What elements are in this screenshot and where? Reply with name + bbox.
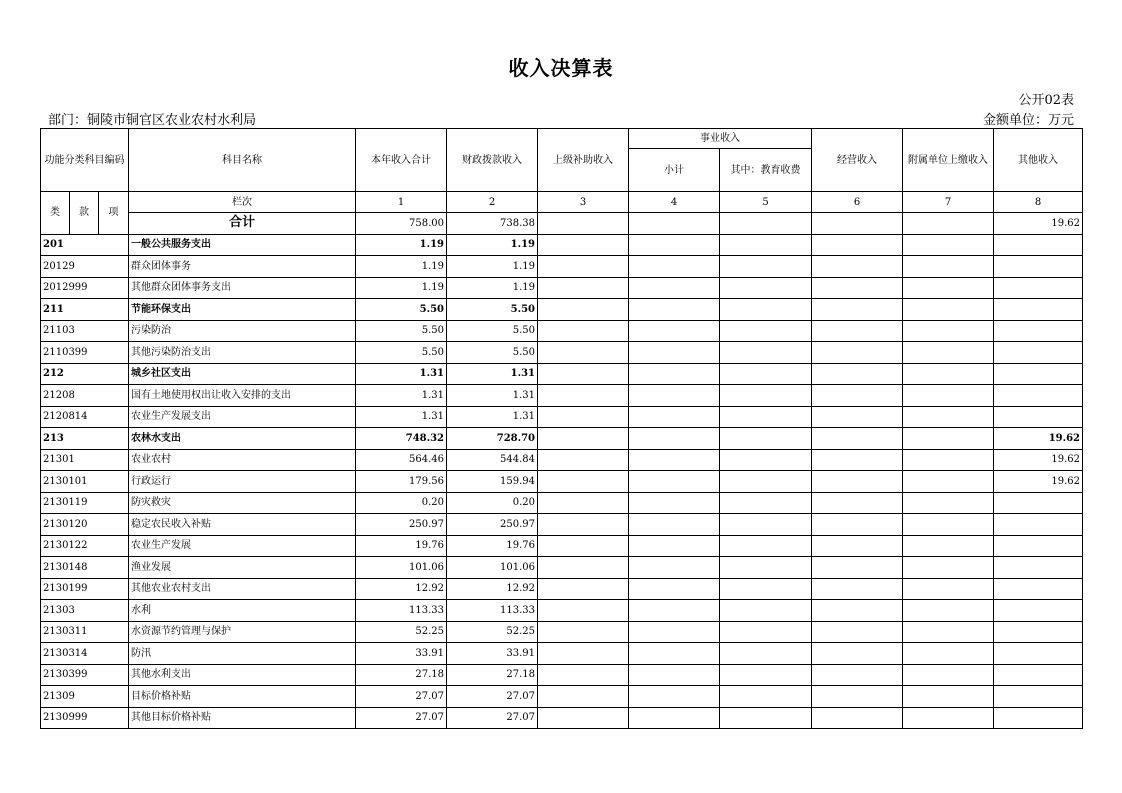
fiscal-cell: 1.19 — [447, 256, 538, 278]
income-total-cell: 1.31 — [356, 363, 447, 385]
department-label: 部门：铜陵市铜官区农业农村水利局 — [48, 113, 257, 128]
subtotal-cell — [629, 385, 720, 407]
header-superior: 上级补助收入 — [538, 129, 629, 192]
table-row — [41, 621, 1083, 643]
total-income-cell: 758.00 — [356, 213, 447, 235]
superior-cell — [538, 471, 629, 493]
subject-code-cell: 21303 — [41, 600, 129, 622]
table-row — [41, 299, 1083, 321]
superior-cell — [538, 707, 629, 729]
fiscal-cell: 5.50 — [447, 342, 538, 364]
subject-name-cell: 行政运行 — [129, 471, 356, 493]
operating-cell — [812, 320, 903, 342]
other-cell — [994, 557, 1083, 579]
affiliated-cell — [903, 363, 994, 385]
other-cell — [994, 299, 1083, 321]
subtotal-cell — [629, 643, 720, 665]
table-row — [41, 600, 1083, 622]
col-number: 4 — [629, 192, 720, 213]
table-row — [41, 643, 1083, 665]
fiscal-cell: 19.76 — [447, 535, 538, 557]
table-row — [41, 256, 1083, 278]
header-education: 其中：教育收费 — [720, 149, 812, 192]
fiscal-cell: 12.92 — [447, 578, 538, 600]
subtotal-cell — [629, 621, 720, 643]
affiliated-cell — [903, 406, 994, 428]
fiscal-cell: 1.19 — [447, 234, 538, 256]
subtotal-cell — [629, 578, 720, 600]
header-operating: 经营收入 — [812, 129, 903, 192]
subtotal-cell — [629, 428, 720, 450]
subtotal-cell — [629, 449, 720, 471]
other-cell — [994, 234, 1083, 256]
subject-name-cell: 节能环保支出 — [129, 299, 356, 321]
subtotal-cell — [629, 342, 720, 364]
table-row — [41, 342, 1083, 364]
other-cell — [994, 256, 1083, 278]
education-cell — [720, 299, 812, 321]
subject-code-cell: 2130314 — [41, 643, 129, 665]
col-number: 8 — [994, 192, 1083, 213]
subtotal-cell — [629, 600, 720, 622]
fiscal-cell: 0.20 — [447, 492, 538, 514]
subject-code-cell: 2130119 — [41, 492, 129, 514]
subject-code-cell: 201 — [41, 234, 129, 256]
subject-code-cell: 2130999 — [41, 707, 129, 729]
affiliated-cell — [903, 342, 994, 364]
total-other-cell: 19.62 — [994, 213, 1083, 235]
subject-name-cell: 防汛 — [129, 643, 356, 665]
subtotal-cell — [629, 664, 720, 686]
operating-cell — [812, 277, 903, 299]
affiliated-cell — [903, 299, 994, 321]
education-cell — [720, 428, 812, 450]
income-total-cell: 179.56 — [356, 471, 447, 493]
operating-cell — [812, 578, 903, 600]
other-cell: 19.62 — [994, 428, 1083, 450]
other-cell — [994, 707, 1083, 729]
fiscal-cell: 113.33 — [447, 600, 538, 622]
education-cell — [720, 385, 812, 407]
superior-cell — [538, 428, 629, 450]
subject-code-cell: 20129 — [41, 256, 129, 278]
education-cell — [720, 363, 812, 385]
superior-cell — [538, 385, 629, 407]
subtotal-cell — [629, 320, 720, 342]
subject-name-cell: 其他群众团体事务支出 — [129, 277, 356, 299]
fiscal-cell: 1.31 — [447, 385, 538, 407]
other-cell — [994, 686, 1083, 708]
affiliated-cell — [903, 449, 994, 471]
total-label: 合计 — [129, 213, 356, 235]
header-xiang: 项 — [99, 192, 129, 235]
affiliated-cell — [903, 600, 994, 622]
affiliated-cell — [903, 277, 994, 299]
income-total-cell: 101.06 — [356, 557, 447, 579]
subject-code-cell: 2130148 — [41, 557, 129, 579]
education-cell — [720, 277, 812, 299]
header-subject-name: 科目名称 — [129, 129, 356, 192]
affiliated-cell — [903, 578, 994, 600]
table-row — [41, 385, 1083, 407]
header-fiscal: 财政拨款收入 — [447, 129, 538, 192]
subject-name-cell: 农业生产发展支出 — [129, 406, 356, 428]
affiliated-cell — [903, 492, 994, 514]
subject-name-cell: 城乡社区支出 — [129, 363, 356, 385]
fiscal-cell: 5.50 — [447, 320, 538, 342]
subject-name-cell: 一般公共服务支出 — [129, 234, 356, 256]
subject-name-cell: 农业生产发展 — [129, 535, 356, 557]
amount-unit-label: 金额单位：万元 — [982, 113, 1074, 128]
subtotal-cell — [629, 471, 720, 493]
other-cell — [994, 342, 1083, 364]
income-total-cell: 748.32 — [356, 428, 447, 450]
table-row — [41, 535, 1083, 557]
subject-code-cell: 211 — [41, 299, 129, 321]
affiliated-cell — [903, 621, 994, 643]
superior-cell — [538, 342, 629, 364]
total-operating-cell — [812, 213, 903, 235]
subject-code-cell: 21301 — [41, 449, 129, 471]
income-total-cell: 19.76 — [356, 535, 447, 557]
col-number: 7 — [903, 192, 994, 213]
subject-code-cell: 21103 — [41, 320, 129, 342]
operating-cell — [812, 514, 903, 536]
operating-cell — [812, 342, 903, 364]
subject-code-cell: 213 — [41, 428, 129, 450]
subject-name-cell: 农业农村 — [129, 449, 356, 471]
subject-name-cell: 群众团体事务 — [129, 256, 356, 278]
income-table — [40, 128, 1083, 729]
affiliated-cell — [903, 707, 994, 729]
subject-name-cell: 污染防治 — [129, 320, 356, 342]
affiliated-cell — [903, 256, 994, 278]
fiscal-cell: 27.18 — [447, 664, 538, 686]
fiscal-cell: 27.07 — [447, 686, 538, 708]
fiscal-cell: 250.97 — [447, 514, 538, 536]
income-total-cell: 0.20 — [356, 492, 447, 514]
subtotal-cell — [629, 299, 720, 321]
subject-name-cell: 稳定农民收入补贴 — [129, 514, 356, 536]
subject-name-cell: 其他污染防治支出 — [129, 342, 356, 364]
superior-cell — [538, 256, 629, 278]
subject-code-cell: 2130122 — [41, 535, 129, 557]
education-cell — [720, 578, 812, 600]
col-number: 2 — [447, 192, 538, 213]
superior-cell — [538, 320, 629, 342]
operating-cell — [812, 600, 903, 622]
operating-cell — [812, 299, 903, 321]
header-affiliated: 附属单位上缴收入 — [903, 129, 994, 192]
affiliated-cell — [903, 428, 994, 450]
operating-cell — [812, 557, 903, 579]
col-number: 3 — [538, 192, 629, 213]
subject-name-cell: 渔业发展 — [129, 557, 356, 579]
education-cell — [720, 342, 812, 364]
subtotal-cell — [629, 514, 720, 536]
income-total-cell: 27.07 — [356, 707, 447, 729]
income-total-cell: 113.33 — [356, 600, 447, 622]
subject-name-cell: 其他目标价格补贴 — [129, 707, 356, 729]
education-cell — [720, 621, 812, 643]
fiscal-cell: 1.19 — [447, 277, 538, 299]
fiscal-cell: 27.07 — [447, 707, 538, 729]
table-row — [41, 578, 1083, 600]
table-row — [41, 471, 1083, 493]
page-title: 收入决算表 — [508, 56, 614, 80]
subject-name-cell: 水利 — [129, 600, 356, 622]
education-cell — [720, 686, 812, 708]
fiscal-cell: 1.31 — [447, 406, 538, 428]
subtotal-cell — [629, 234, 720, 256]
total-superior-cell — [538, 213, 629, 235]
total-row — [41, 213, 1083, 235]
subject-name-cell: 其他水利支出 — [129, 664, 356, 686]
table-row — [41, 363, 1083, 385]
income-total-cell: 5.50 — [356, 299, 447, 321]
education-cell — [720, 643, 812, 665]
total-fiscal-cell: 738.38 — [447, 213, 538, 235]
subject-name-cell: 农林水支出 — [129, 428, 356, 450]
superior-cell — [538, 600, 629, 622]
subject-code-cell: 212 — [41, 363, 129, 385]
education-cell — [720, 707, 812, 729]
other-cell — [994, 320, 1083, 342]
subject-code-cell: 2110399 — [41, 342, 129, 364]
fiscal-cell: 1.31 — [447, 363, 538, 385]
education-cell — [720, 234, 812, 256]
table-row — [41, 428, 1083, 450]
col-number: 6 — [812, 192, 903, 213]
table-row — [41, 277, 1083, 299]
total-affiliated-cell — [903, 213, 994, 235]
other-cell — [994, 406, 1083, 428]
operating-cell — [812, 686, 903, 708]
subject-code-cell: 21309 — [41, 686, 129, 708]
superior-cell — [538, 621, 629, 643]
subject-code-cell: 2012999 — [41, 277, 129, 299]
table-row — [41, 686, 1083, 708]
income-total-cell: 1.31 — [356, 406, 447, 428]
other-cell — [994, 643, 1083, 665]
affiliated-cell — [903, 514, 994, 536]
other-cell — [994, 492, 1083, 514]
subject-code-cell: 2130311 — [41, 621, 129, 643]
operating-cell — [812, 471, 903, 493]
operating-cell — [812, 256, 903, 278]
subject-code-cell: 2130399 — [41, 664, 129, 686]
education-cell — [720, 406, 812, 428]
affiliated-cell — [903, 686, 994, 708]
superior-cell — [538, 299, 629, 321]
superior-cell — [538, 514, 629, 536]
subject-code-cell: 2130101 — [41, 471, 129, 493]
affiliated-cell — [903, 535, 994, 557]
income-total-cell: 27.07 — [356, 686, 447, 708]
superior-cell — [538, 535, 629, 557]
superior-cell — [538, 363, 629, 385]
other-cell — [994, 514, 1083, 536]
subtotal-cell — [629, 492, 720, 514]
subject-name-cell: 防灾救灾 — [129, 492, 356, 514]
affiliated-cell — [903, 557, 994, 579]
education-cell — [720, 471, 812, 493]
fiscal-cell: 101.06 — [447, 557, 538, 579]
header-kuan: 款 — [70, 192, 99, 235]
education-cell — [720, 449, 812, 471]
other-cell — [994, 600, 1083, 622]
income-total-cell: 12.92 — [356, 578, 447, 600]
affiliated-cell — [903, 643, 994, 665]
income-total-cell: 1.19 — [356, 277, 447, 299]
operating-cell — [812, 535, 903, 557]
income-total-cell: 27.18 — [356, 664, 447, 686]
header-lei: 类 — [41, 192, 70, 235]
fiscal-cell: 159.94 — [447, 471, 538, 493]
superior-cell — [538, 557, 629, 579]
operating-cell — [812, 707, 903, 729]
subject-name-cell: 国有土地使用权出让收入安排的支出 — [129, 385, 356, 407]
form-number: 公开02表 — [1018, 93, 1074, 108]
education-cell — [720, 535, 812, 557]
superior-cell — [538, 449, 629, 471]
other-cell — [994, 621, 1083, 643]
subject-code-cell: 21208 — [41, 385, 129, 407]
subject-code-cell: 2130120 — [41, 514, 129, 536]
affiliated-cell — [903, 320, 994, 342]
fiscal-cell: 728.70 — [447, 428, 538, 450]
total-education-cell — [720, 213, 812, 235]
education-cell — [720, 514, 812, 536]
education-cell — [720, 492, 812, 514]
table-row — [41, 234, 1083, 256]
other-cell — [994, 664, 1083, 686]
operating-cell — [812, 385, 903, 407]
header-business: 事业收入 — [629, 129, 812, 149]
subtotal-cell — [629, 686, 720, 708]
subtotal-cell — [629, 406, 720, 428]
education-cell — [720, 320, 812, 342]
income-total-cell: 33.91 — [356, 643, 447, 665]
header-other: 其他收入 — [994, 129, 1083, 192]
superior-cell — [538, 406, 629, 428]
other-cell — [994, 363, 1083, 385]
subtotal-cell — [629, 557, 720, 579]
income-total-cell: 1.19 — [356, 234, 447, 256]
header-func-code: 功能分类科目编码 — [41, 129, 129, 192]
other-cell: 19.62 — [994, 449, 1083, 471]
superior-cell — [538, 686, 629, 708]
education-cell — [720, 600, 812, 622]
other-cell — [994, 578, 1083, 600]
operating-cell — [812, 406, 903, 428]
operating-cell — [812, 643, 903, 665]
subject-name-cell: 水资源节约管理与保护 — [129, 621, 356, 643]
superior-cell — [538, 277, 629, 299]
table-row — [41, 406, 1083, 428]
subtotal-cell — [629, 363, 720, 385]
education-cell — [720, 256, 812, 278]
income-total-cell: 5.50 — [356, 320, 447, 342]
subject-code-cell: 2130199 — [41, 578, 129, 600]
income-total-cell: 250.97 — [356, 514, 447, 536]
operating-cell — [812, 449, 903, 471]
affiliated-cell — [903, 664, 994, 686]
subject-name-cell: 其他农业农村支出 — [129, 578, 356, 600]
operating-cell — [812, 234, 903, 256]
other-cell — [994, 535, 1083, 557]
subject-name-cell: 目标价格补贴 — [129, 686, 356, 708]
operating-cell — [812, 664, 903, 686]
table-row — [41, 449, 1083, 471]
subtotal-cell — [629, 277, 720, 299]
table-row — [41, 664, 1083, 686]
education-cell — [720, 557, 812, 579]
header-subtotal: 小计 — [629, 149, 720, 192]
operating-cell — [812, 428, 903, 450]
income-total-cell: 52.25 — [356, 621, 447, 643]
superior-cell — [538, 492, 629, 514]
subject-code-cell: 2120814 — [41, 406, 129, 428]
operating-cell — [812, 621, 903, 643]
total-subtotal-cell — [629, 213, 720, 235]
income-total-cell: 5.50 — [356, 342, 447, 364]
fiscal-cell: 52.25 — [447, 621, 538, 643]
other-cell: 19.62 — [994, 471, 1083, 493]
fiscal-cell: 33.91 — [447, 643, 538, 665]
superior-cell — [538, 664, 629, 686]
income-total-cell: 564.46 — [356, 449, 447, 471]
fiscal-cell: 544.84 — [447, 449, 538, 471]
header-lanci: 栏次 — [129, 192, 356, 213]
table-row — [41, 707, 1083, 729]
income-total-cell: 1.19 — [356, 256, 447, 278]
superior-cell — [538, 578, 629, 600]
affiliated-cell — [903, 385, 994, 407]
table-row — [41, 320, 1083, 342]
other-cell — [994, 385, 1083, 407]
table-row — [41, 557, 1083, 579]
affiliated-cell — [903, 234, 994, 256]
col-number: 1 — [356, 192, 447, 213]
superior-cell — [538, 643, 629, 665]
operating-cell — [812, 492, 903, 514]
income-total-cell: 1.31 — [356, 385, 447, 407]
education-cell — [720, 664, 812, 686]
header-total-income: 本年收入合计 — [356, 129, 447, 192]
subtotal-cell — [629, 707, 720, 729]
subtotal-cell — [629, 535, 720, 557]
table-row — [41, 514, 1083, 536]
table-row — [41, 492, 1083, 514]
col-number: 5 — [720, 192, 812, 213]
operating-cell — [812, 363, 903, 385]
subtotal-cell — [629, 256, 720, 278]
other-cell — [994, 277, 1083, 299]
superior-cell — [538, 234, 629, 256]
fiscal-cell: 5.50 — [447, 299, 538, 321]
affiliated-cell — [903, 471, 994, 493]
